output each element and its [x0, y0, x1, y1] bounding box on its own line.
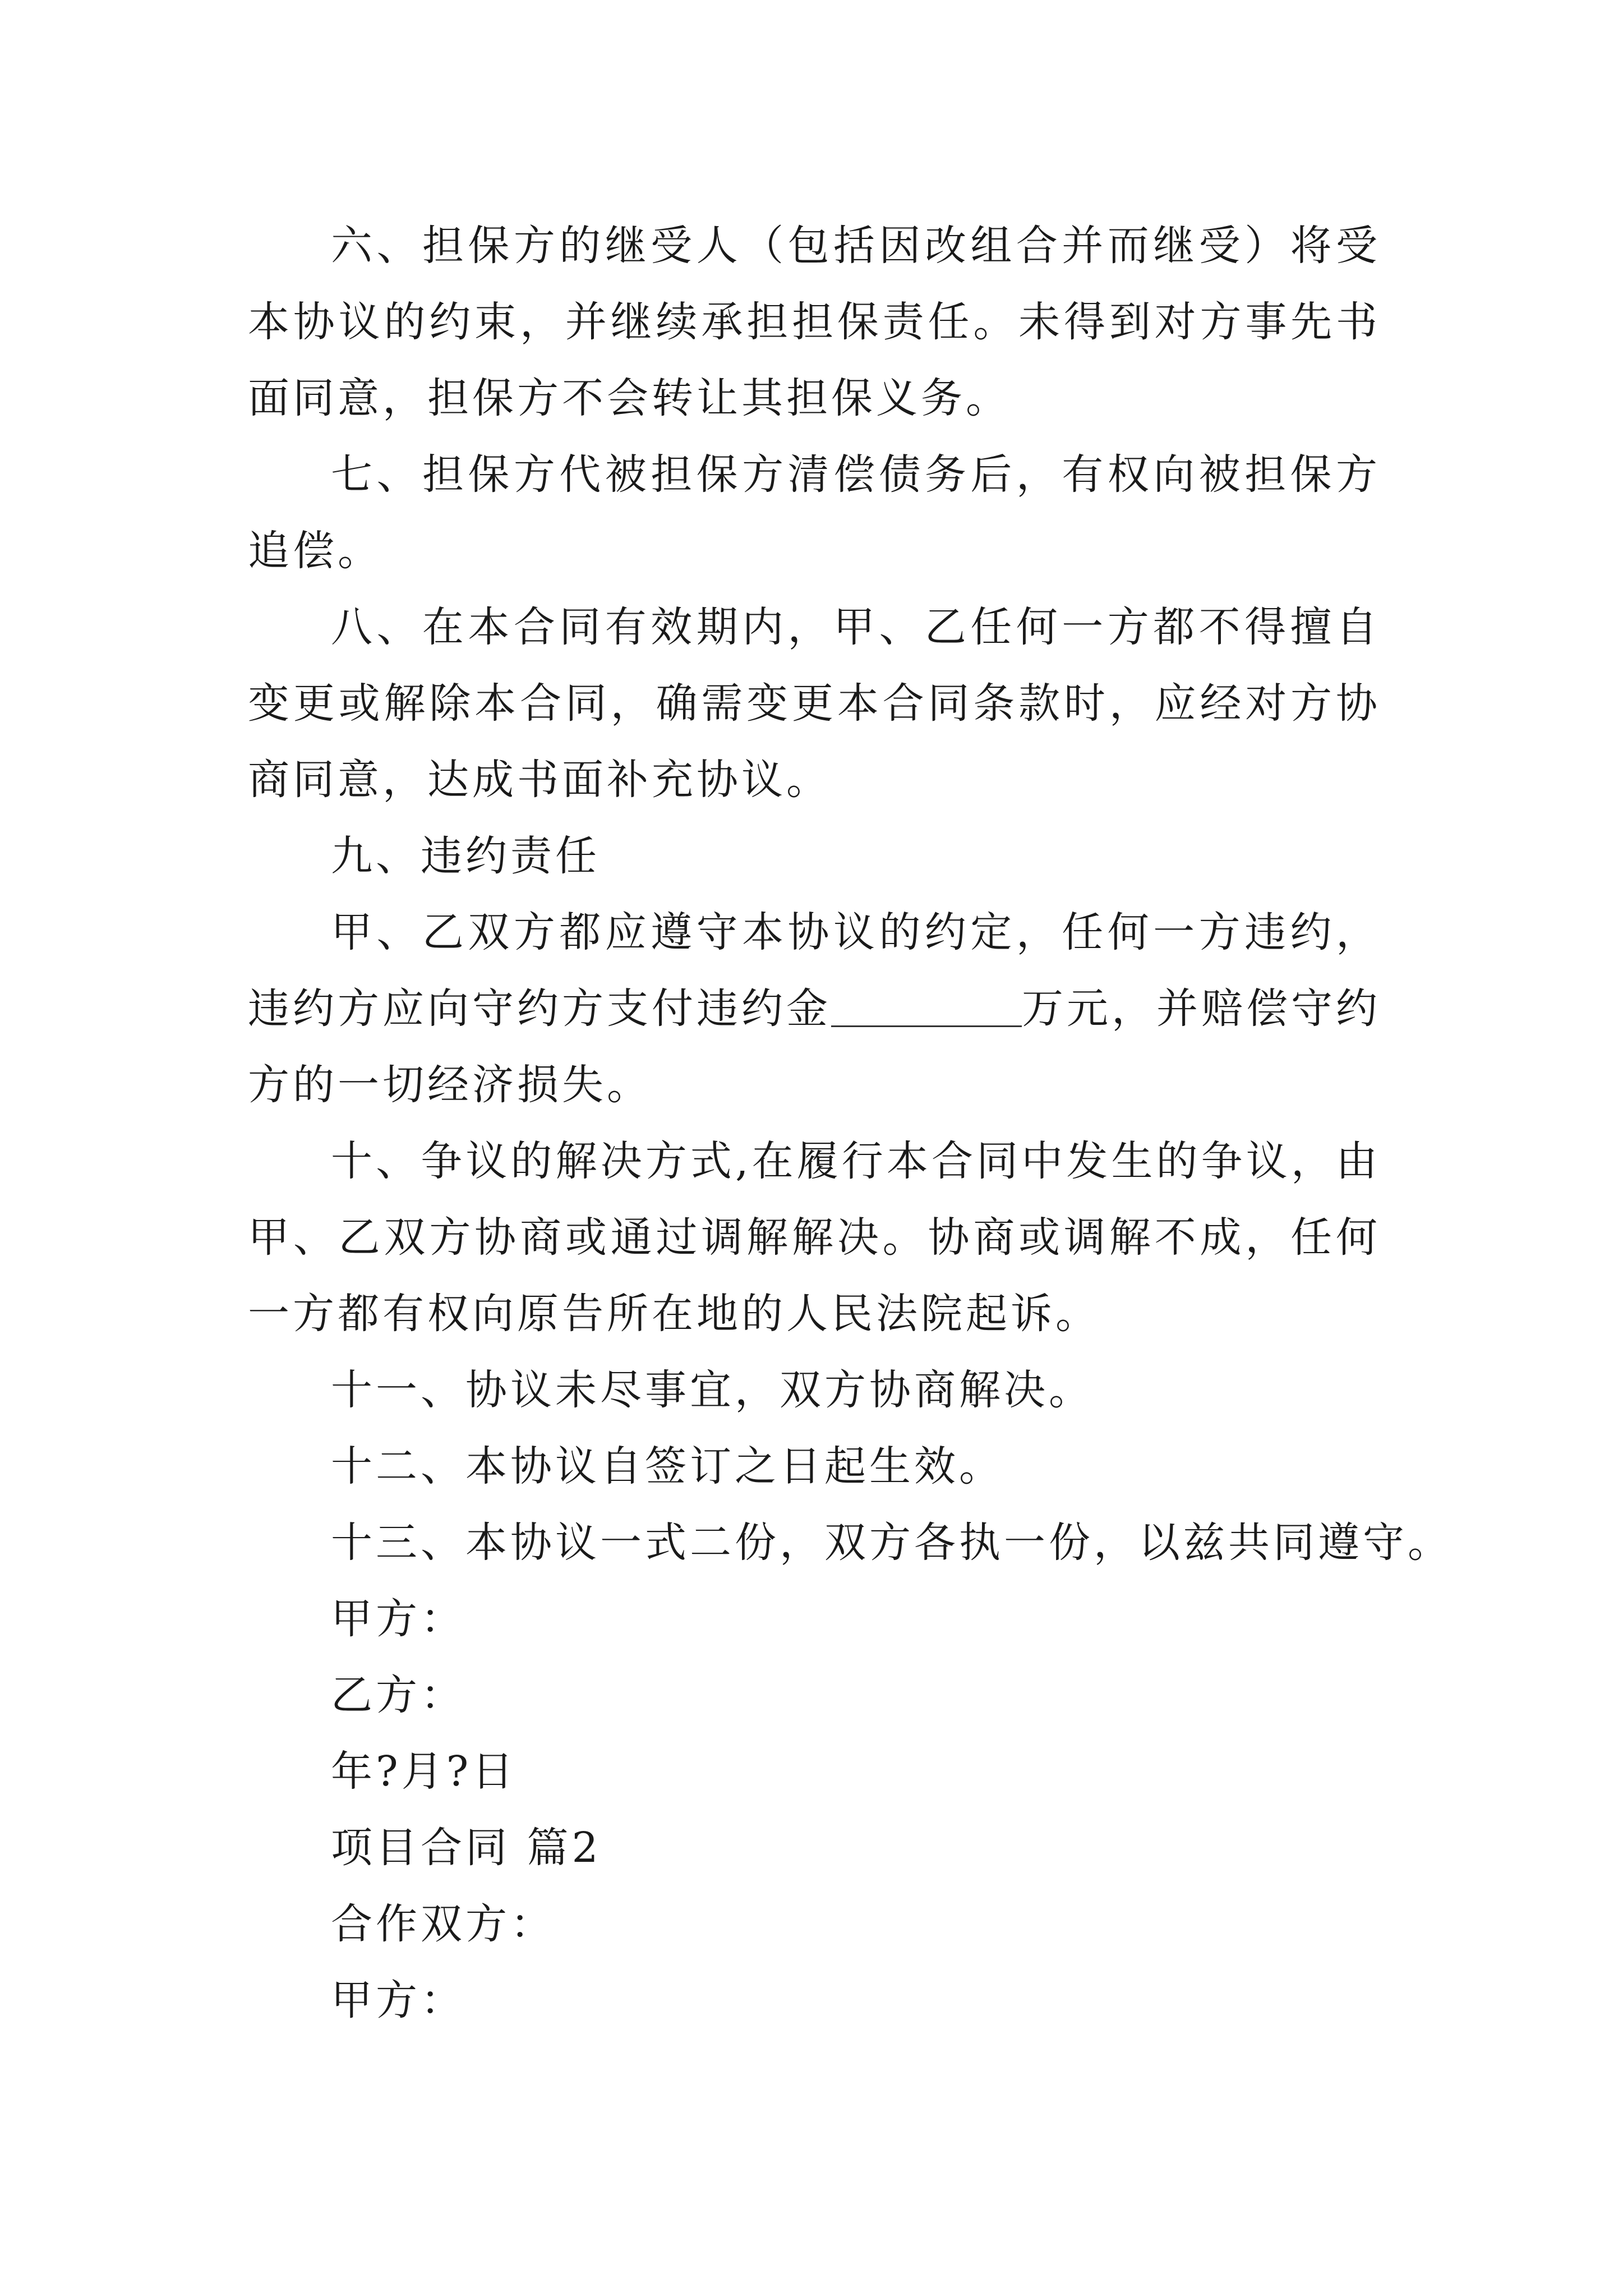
contract-heading-2: 项目合同 篇2 [331, 1824, 602, 1872]
party-b-label: 乙方： [331, 1671, 465, 1719]
cooperating-parties-label: 合作双方： [331, 1900, 555, 1948]
clause-nine-heading: 九、违约责任 [331, 832, 600, 880]
clause-eleven: 十一、协议未尽事宜，双方协商解决。 [331, 1366, 1094, 1414]
clause-nine-body [248, 894, 1381, 1123]
clause-nine-text-before: 甲、乙双方都应遵守本协议的约定，任何一方违约，违约方应向守约方支付违约金 [248, 908, 1381, 1033]
signing-date: 年?月?日 [331, 1747, 517, 1796]
clause-six: 六、担保方的继受人（包括因改组合并而继受）将受本协议的约束，并继续承担担保责任。未得到对方事先书面同意，担保方不会转让其担保义务。 [248, 222, 1381, 422]
clause-ten: 十、争议的解决方式,在履行本合同中发生的争议，由甲、乙双方协商或通过调解解决。协商或调解不成，任何一方都有权向原告所在地的人民法院起诉。 [248, 1137, 1381, 1338]
clause-eight: 八、在本合同有效期内，甲、乙任何一方都不得擅自变更或解除本合同，确需变更本合同条款时，应经对方协商同意，达成书面补充协议。 [248, 603, 1381, 804]
clause-seven: 七、担保方代被担保方清偿债务后，有权向被担保方追偿。 [248, 450, 1381, 575]
penalty-amount-blank [831, 986, 1022, 1027]
party-a-label-2: 甲方： [331, 1976, 465, 2024]
clause-twelve: 十二、本协议自签订之日起生效。 [331, 1442, 1004, 1490]
clause-nine-text-after: 万元，并赔偿守约方的一切经济损失。 [248, 984, 1381, 1109]
party-a-label: 甲方： [331, 1595, 465, 1643]
clause-thirteen: 十三、本协议一式二份，双方各执一份，以兹共同遵守。 [331, 1519, 1453, 1567]
